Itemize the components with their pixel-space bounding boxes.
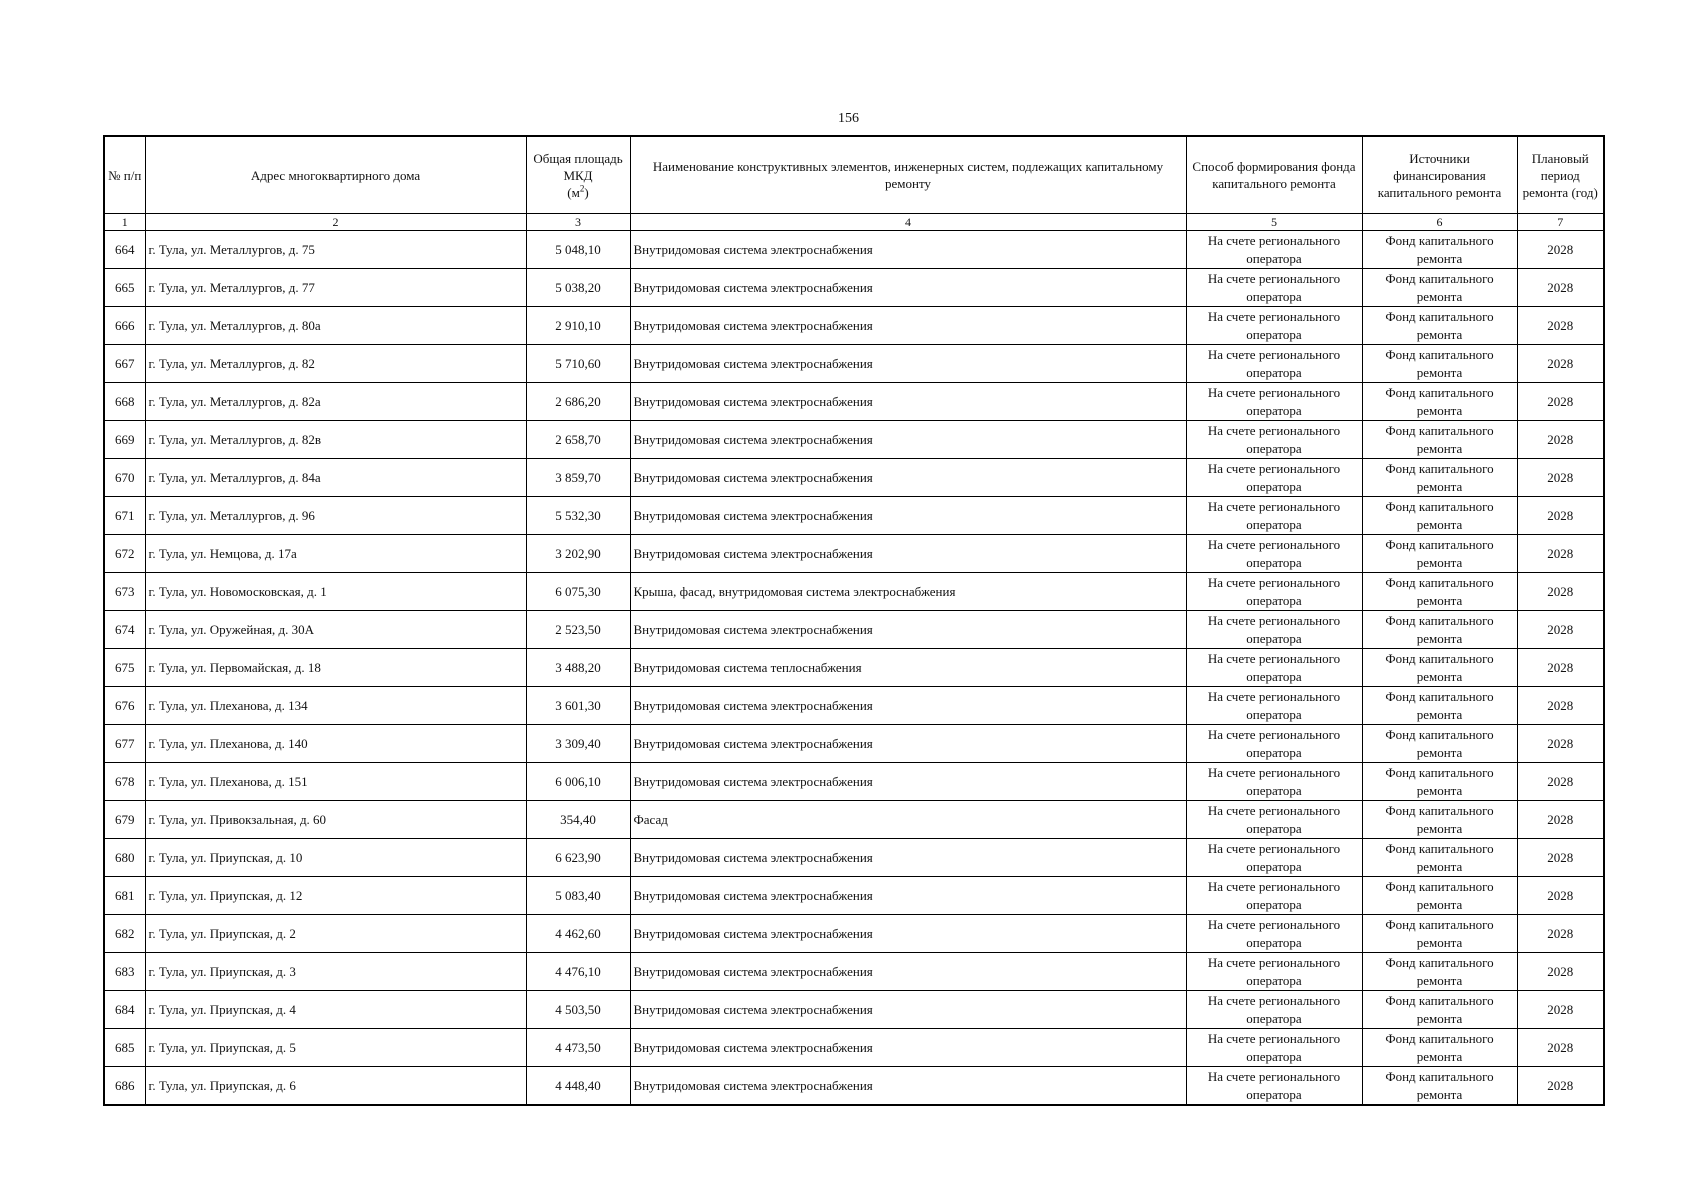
row-year: 2028 bbox=[1517, 915, 1604, 953]
header-elements: Наименование конструктивных элементов, инженерных систем, подлежащих капитальному ремонту bbox=[630, 136, 1186, 214]
row-number: 675 bbox=[104, 649, 145, 687]
row-source: Фонд капитального ремонта bbox=[1362, 459, 1517, 497]
row-method: На счете регионального оператора bbox=[1186, 421, 1362, 459]
row-elements: Внутридомовая система электроснабжения bbox=[630, 611, 1186, 649]
row-method: На счете регионального оператора bbox=[1186, 839, 1362, 877]
row-year: 2028 bbox=[1517, 953, 1604, 991]
row-address: г. Тула, ул. Металлургов, д. 84а bbox=[145, 459, 526, 497]
header-area-sup: 2 bbox=[579, 183, 585, 194]
row-area: 2 658,70 bbox=[526, 421, 630, 459]
row-method: На счете регионального оператора bbox=[1186, 231, 1362, 269]
row-year: 2028 bbox=[1517, 459, 1604, 497]
row-source: Фонд капитального ремонта bbox=[1362, 991, 1517, 1029]
row-year: 2028 bbox=[1517, 801, 1604, 839]
row-year: 2028 bbox=[1517, 725, 1604, 763]
row-number: 673 bbox=[104, 573, 145, 611]
col-number: 3 bbox=[526, 214, 630, 231]
row-method: На счете регионального оператора bbox=[1186, 459, 1362, 497]
row-area: 5 083,40 bbox=[526, 877, 630, 915]
row-area: 3 488,20 bbox=[526, 649, 630, 687]
row-method: На счете регионального оператора bbox=[1186, 535, 1362, 573]
row-area: 3 601,30 bbox=[526, 687, 630, 725]
row-number: 672 bbox=[104, 535, 145, 573]
table-row bbox=[104, 421, 1604, 459]
row-method: На счете регионального оператора bbox=[1186, 915, 1362, 953]
row-elements: Внутридомовая система электроснабжения bbox=[630, 725, 1186, 763]
row-area: 5 048,10 bbox=[526, 231, 630, 269]
table-row bbox=[104, 991, 1604, 1029]
row-method: На счете регионального оператора bbox=[1186, 497, 1362, 535]
row-address: г. Тула, ул. Металлургов, д. 82 bbox=[145, 345, 526, 383]
row-number: 686 bbox=[104, 1067, 145, 1106]
row-area: 4 448,40 bbox=[526, 1067, 630, 1106]
row-area: 6 623,90 bbox=[526, 839, 630, 877]
row-year: 2028 bbox=[1517, 383, 1604, 421]
row-number: 666 bbox=[104, 307, 145, 345]
row-year: 2028 bbox=[1517, 611, 1604, 649]
table-row bbox=[104, 383, 1604, 421]
col-number: 2 bbox=[145, 214, 526, 231]
row-source: Фонд капитального ремонта bbox=[1362, 269, 1517, 307]
row-method: На счете регионального оператора bbox=[1186, 991, 1362, 1029]
row-source: Фонд капитального ремонта bbox=[1362, 383, 1517, 421]
row-number: 669 bbox=[104, 421, 145, 459]
row-address: г. Тула, ул. Приупская, д. 12 bbox=[145, 877, 526, 915]
row-address: г. Тула, ул. Металлургов, д. 96 bbox=[145, 497, 526, 535]
row-elements: Внутридомовая система электроснабжения bbox=[630, 1029, 1186, 1067]
row-number: 682 bbox=[104, 915, 145, 953]
row-elements: Внутридомовая система электроснабжения bbox=[630, 383, 1186, 421]
row-address: г. Тула, ул. Плеханова, д. 151 bbox=[145, 763, 526, 801]
row-address: г. Тула, ул. Оружейная, д. 30А bbox=[145, 611, 526, 649]
row-number: 685 bbox=[104, 1029, 145, 1067]
row-number: 665 bbox=[104, 269, 145, 307]
header-area-close: ) bbox=[584, 184, 589, 200]
row-area: 5 710,60 bbox=[526, 345, 630, 383]
row-address: г. Тула, ул. Новомосковская, д. 1 bbox=[145, 573, 526, 611]
table-row bbox=[104, 763, 1604, 801]
row-source: Фонд капитального ремонта bbox=[1362, 953, 1517, 991]
row-elements: Внутридомовая система электроснабжения bbox=[630, 459, 1186, 497]
row-source: Фонд капитального ремонта bbox=[1362, 421, 1517, 459]
table-row bbox=[104, 877, 1604, 915]
row-area: 354,40 bbox=[526, 801, 630, 839]
table-row bbox=[104, 345, 1604, 383]
table-row bbox=[104, 611, 1604, 649]
row-address: г. Тула, ул. Металлургов, д. 75 bbox=[145, 231, 526, 269]
col-number: 6 bbox=[1362, 214, 1517, 231]
row-source: Фонд капитального ремонта bbox=[1362, 915, 1517, 953]
row-number: 667 bbox=[104, 345, 145, 383]
row-area: 6 075,30 bbox=[526, 573, 630, 611]
row-source: Фонд капитального ремонта bbox=[1362, 535, 1517, 573]
row-year: 2028 bbox=[1517, 1029, 1604, 1067]
row-address: г. Тула, ул. Металлургов, д. 77 bbox=[145, 269, 526, 307]
row-source: Фонд капитального ремонта bbox=[1362, 1029, 1517, 1067]
row-method: На счете регионального оператора bbox=[1186, 345, 1362, 383]
row-area: 2 910,10 bbox=[526, 307, 630, 345]
table-row bbox=[104, 269, 1604, 307]
row-source: Фонд капитального ремонта bbox=[1362, 497, 1517, 535]
table-row bbox=[104, 497, 1604, 535]
row-source: Фонд капитального ремонта bbox=[1362, 345, 1517, 383]
table-row bbox=[104, 1029, 1604, 1067]
row-source: Фонд капитального ремонта bbox=[1362, 725, 1517, 763]
header-address: Адрес многоквартирного дома bbox=[145, 136, 526, 214]
col-number: 4 bbox=[630, 214, 1186, 231]
row-elements: Внутридомовая система электроснабжения bbox=[630, 307, 1186, 345]
row-address: г. Тула, ул. Приупская, д. 6 bbox=[145, 1067, 526, 1106]
header-source: Источники финансирования капитального ремонта bbox=[1362, 136, 1517, 214]
row-method: На счете регионального оператора bbox=[1186, 877, 1362, 915]
column-number-row bbox=[104, 214, 1604, 231]
row-year: 2028 bbox=[1517, 497, 1604, 535]
row-address: г. Тула, ул. Приупская, д. 5 bbox=[145, 1029, 526, 1067]
row-method: На счете регионального оператора bbox=[1186, 763, 1362, 801]
row-number: 680 bbox=[104, 839, 145, 877]
row-elements: Внутридомовая система электроснабжения bbox=[630, 877, 1186, 915]
row-elements: Фасад bbox=[630, 801, 1186, 839]
row-address: г. Тула, ул. Металлургов, д. 80а bbox=[145, 307, 526, 345]
row-area: 5 038,20 bbox=[526, 269, 630, 307]
row-source: Фонд капитального ремонта bbox=[1362, 573, 1517, 611]
row-area: 4 503,50 bbox=[526, 991, 630, 1029]
row-area: 2 686,20 bbox=[526, 383, 630, 421]
row-number: 683 bbox=[104, 953, 145, 991]
row-method: На счете регионального оператора bbox=[1186, 1067, 1362, 1106]
row-elements: Внутридомовая система электроснабжения bbox=[630, 953, 1186, 991]
row-number: 677 bbox=[104, 725, 145, 763]
table-row bbox=[104, 839, 1604, 877]
page-number: 156 bbox=[838, 111, 859, 126]
row-year: 2028 bbox=[1517, 839, 1604, 877]
row-elements: Внутридомовая система электроснабжения bbox=[630, 535, 1186, 573]
header-method: Способ формирования фонда капитального ремонта bbox=[1186, 136, 1362, 214]
row-source: Фонд капитального ремонта bbox=[1362, 839, 1517, 877]
row-address: г. Тула, ул. Немцова, д. 17а bbox=[145, 535, 526, 573]
table-row bbox=[104, 953, 1604, 991]
table-row bbox=[104, 231, 1604, 269]
row-year: 2028 bbox=[1517, 991, 1604, 1029]
row-address: г. Тула, ул. Приупская, д. 4 bbox=[145, 991, 526, 1029]
row-address: г. Тула, ул. Металлургов, д. 82а bbox=[145, 383, 526, 421]
row-source: Фонд капитального ремонта bbox=[1362, 687, 1517, 725]
row-source: Фонд капитального ремонта bbox=[1362, 649, 1517, 687]
row-area: 3 859,70 bbox=[526, 459, 630, 497]
row-elements: Внутридомовая система электроснабжения bbox=[630, 915, 1186, 953]
header-area-unit: (м bbox=[567, 184, 580, 200]
row-address: г. Тула, ул. Плеханова, д. 134 bbox=[145, 687, 526, 725]
row-area: 4 476,10 bbox=[526, 953, 630, 991]
row-source: Фонд капитального ремонта bbox=[1362, 231, 1517, 269]
row-year: 2028 bbox=[1517, 1067, 1604, 1106]
row-elements: Внутридомовая система электроснабжения bbox=[630, 497, 1186, 535]
table-row bbox=[104, 687, 1604, 725]
row-number: 679 bbox=[104, 801, 145, 839]
row-area: 4 462,60 bbox=[526, 915, 630, 953]
row-year: 2028 bbox=[1517, 763, 1604, 801]
row-elements: Внутридомовая система электроснабжения bbox=[630, 763, 1186, 801]
row-method: На счете регионального оператора bbox=[1186, 1029, 1362, 1067]
row-method: На счете регионального оператора bbox=[1186, 687, 1362, 725]
row-elements: Внутридомовая система электроснабжения bbox=[630, 231, 1186, 269]
row-address: г. Тула, ул. Металлургов, д. 82в bbox=[145, 421, 526, 459]
row-year: 2028 bbox=[1517, 649, 1604, 687]
row-year: 2028 bbox=[1517, 877, 1604, 915]
row-method: На счете регионального оператора bbox=[1186, 383, 1362, 421]
row-address: г. Тула, ул. Первомайская, д. 18 bbox=[145, 649, 526, 687]
row-source: Фонд капитального ремонта bbox=[1362, 877, 1517, 915]
row-source: Фонд капитального ремонта bbox=[1362, 801, 1517, 839]
row-area: 2 523,50 bbox=[526, 611, 630, 649]
row-year: 2028 bbox=[1517, 345, 1604, 383]
row-method: На счете регионального оператора bbox=[1186, 953, 1362, 991]
row-year: 2028 bbox=[1517, 231, 1604, 269]
row-number: 684 bbox=[104, 991, 145, 1029]
col-number: 5 bbox=[1186, 214, 1362, 231]
row-elements: Внутридомовая система электроснабжения bbox=[630, 991, 1186, 1029]
table-row bbox=[104, 649, 1604, 687]
row-year: 2028 bbox=[1517, 307, 1604, 345]
row-method: На счете регионального оператора bbox=[1186, 649, 1362, 687]
header-area bbox=[526, 136, 630, 214]
row-number: 671 bbox=[104, 497, 145, 535]
table-row bbox=[104, 1067, 1604, 1106]
row-elements: Внутридомовая система электроснабжения bbox=[630, 421, 1186, 459]
row-method: На счете регионального оператора bbox=[1186, 611, 1362, 649]
row-number: 678 bbox=[104, 763, 145, 801]
row-number: 670 bbox=[104, 459, 145, 497]
row-elements: Внутридомовая система электроснабжения bbox=[630, 687, 1186, 725]
row-year: 2028 bbox=[1517, 269, 1604, 307]
row-area: 3 309,40 bbox=[526, 725, 630, 763]
row-area: 5 532,30 bbox=[526, 497, 630, 535]
row-source: Фонд капитального ремонта bbox=[1362, 1067, 1517, 1106]
row-number: 674 bbox=[104, 611, 145, 649]
row-elements: Внутридомовая система электроснабжения bbox=[630, 839, 1186, 877]
header-area-label: Общая площадь МКД bbox=[533, 150, 623, 183]
row-year: 2028 bbox=[1517, 421, 1604, 459]
table-row bbox=[104, 307, 1604, 345]
header-no: № п/п bbox=[104, 136, 145, 214]
table-row bbox=[104, 535, 1604, 573]
row-elements: Внутридомовая система теплоснабжения bbox=[630, 649, 1186, 687]
row-address: г. Тула, ул. Привокзальная, д. 60 bbox=[145, 801, 526, 839]
table-row bbox=[104, 573, 1604, 611]
row-source: Фонд капитального ремонта bbox=[1362, 611, 1517, 649]
table-row bbox=[104, 801, 1604, 839]
table-row bbox=[104, 725, 1604, 763]
header-row bbox=[104, 136, 1604, 214]
row-number: 664 bbox=[104, 231, 145, 269]
table-row bbox=[104, 459, 1604, 497]
row-source: Фонд капитального ремонта bbox=[1362, 307, 1517, 345]
col-number: 7 bbox=[1517, 214, 1604, 231]
col-number: 1 bbox=[104, 214, 145, 231]
row-address: г. Тула, ул. Плеханова, д. 140 bbox=[145, 725, 526, 763]
row-address: г. Тула, ул. Приупская, д. 10 bbox=[145, 839, 526, 877]
header-period: Плановый период ремонта (год) bbox=[1517, 136, 1604, 214]
row-area: 3 202,90 bbox=[526, 535, 630, 573]
row-address: г. Тула, ул. Приупская, д. 2 bbox=[145, 915, 526, 953]
row-elements: Внутридомовая система электроснабжения bbox=[630, 345, 1186, 383]
row-number: 681 bbox=[104, 877, 145, 915]
row-elements: Крыша, фасад, внутридомовая система электроснабжения bbox=[630, 573, 1186, 611]
row-elements: Внутридомовая система электроснабжения bbox=[630, 1067, 1186, 1106]
row-area: 4 473,50 bbox=[526, 1029, 630, 1067]
table-row bbox=[104, 915, 1604, 953]
row-method: На счете регионального оператора bbox=[1186, 269, 1362, 307]
row-elements: Внутридомовая система электроснабжения bbox=[630, 269, 1186, 307]
row-year: 2028 bbox=[1517, 573, 1604, 611]
row-source: Фонд капитального ремонта bbox=[1362, 763, 1517, 801]
row-method: На счете регионального оператора bbox=[1186, 573, 1362, 611]
row-area: 6 006,10 bbox=[526, 763, 630, 801]
row-address: г. Тула, ул. Приупская, д. 3 bbox=[145, 953, 526, 991]
row-method: На счете регионального оператора bbox=[1186, 801, 1362, 839]
repair-program-table bbox=[103, 135, 1605, 1106]
table-body bbox=[104, 231, 1604, 1106]
row-method: На счете регионального оператора bbox=[1186, 725, 1362, 763]
row-method: На счете регионального оператора bbox=[1186, 307, 1362, 345]
row-year: 2028 bbox=[1517, 535, 1604, 573]
row-number: 676 bbox=[104, 687, 145, 725]
row-number: 668 bbox=[104, 383, 145, 421]
row-year: 2028 bbox=[1517, 687, 1604, 725]
